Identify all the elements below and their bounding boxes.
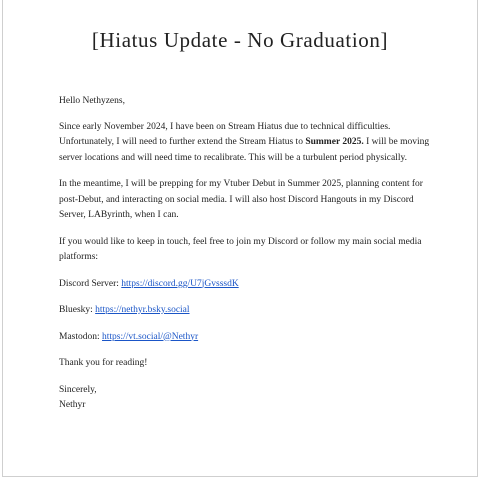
greeting: Hello Nethyzens, [59, 96, 125, 106]
paragraph-keep-in-touch: If you would like to keep in touch, feel free to join my Discord or follow my main social media platforms: [59, 236, 422, 262]
document-page [2, 0, 478, 477]
mastodon-line [59, 330, 431, 346]
bluesky-link[interactable]: https://nethyr.bsky.social [95, 305, 190, 315]
thanks-line: Thank you for reading! [59, 358, 148, 368]
paragraph-hiatus-text-a: Since early November 2024, I have been on Stream Hiatus due to technical difficulties. Unfortunately, I will need to further extend the Stream Hiatus to [59, 121, 391, 147]
paragraph-hiatus-text-b: I will be moving server locations and will need time to recalibrate. This will be a turbulent period physically. [59, 137, 430, 163]
paragraph-hiatus [59, 120, 431, 167]
paragraph-hiatus-bold: Summer 2025. [305, 137, 364, 147]
document-title: [Hiatus Update - No Graduation] [91, 28, 389, 52]
signature-block [59, 383, 431, 414]
discord-link[interactable]: https://discord.gg/U7jGvsssdK [121, 278, 239, 289]
bluesky-label: Bluesky: [59, 305, 96, 315]
closing: Sincerely, [59, 384, 97, 395]
discord-line [59, 277, 431, 293]
paragraph-meantime: In the meantime, I will be prepping for my Vtuber Debut in Summer 2025, planning content for post-Debut, and interacting on social media. I will also host Discord Hangouts in my Discord Server, LAByrinth, when I can. [59, 179, 423, 220]
discord-label: Discord Server: [59, 278, 122, 289]
mastodon-link[interactable]: https://vt.social/@Nethyr [102, 331, 199, 342]
bluesky-line [59, 303, 431, 319]
document-body [59, 94, 431, 414]
mastodon-label: Mastodon: [59, 331, 103, 342]
signature-name: Nethyr [59, 400, 86, 410]
